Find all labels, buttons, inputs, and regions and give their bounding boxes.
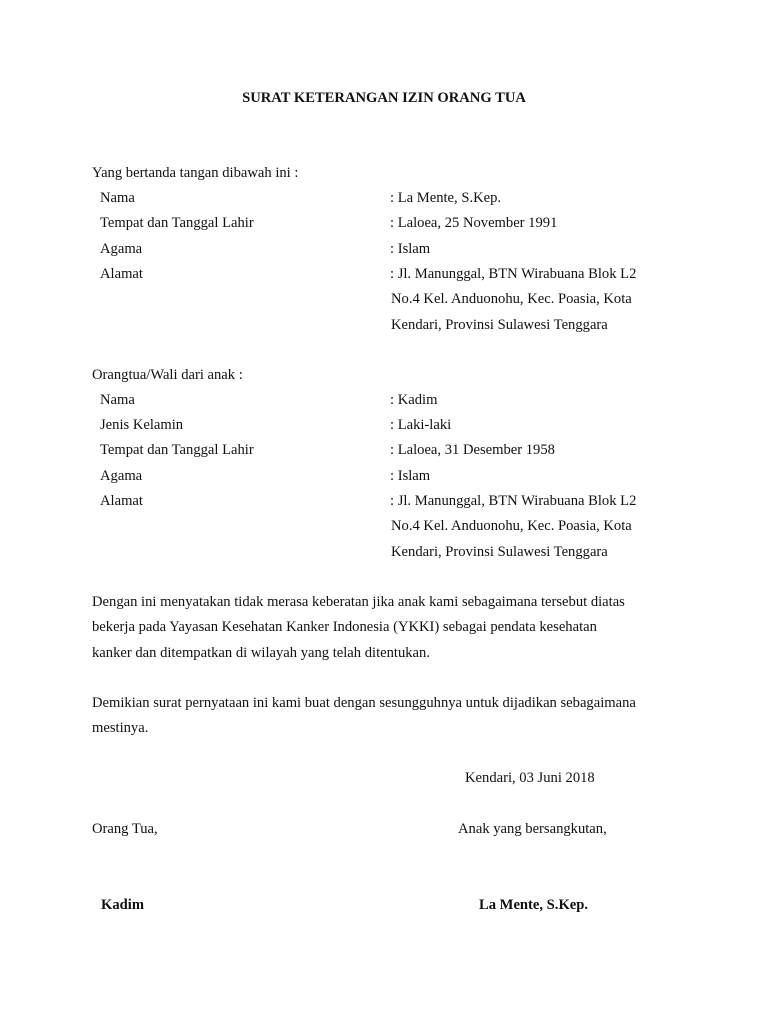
- signer-birth-label: Tempat dan Tanggal Lahir: [100, 215, 254, 231]
- guardian-intro: Orangtua/Wali dari anak :: [92, 367, 243, 383]
- signer-name-value: : La Mente, S.Kep.: [390, 190, 502, 206]
- signer-intro: Yang bertanda tangan dibawah ini :: [92, 165, 299, 181]
- closing-line-2: mestinya.: [92, 720, 149, 736]
- statement-line-3: kanker dan ditempatkan di wilayah yang telah ditentukan.: [92, 645, 430, 661]
- signature-right-role: Anak yang bersangkutan,: [458, 821, 607, 837]
- signer-address-value: : Jl. Manunggal, BTN Wirabuana Blok L2: [390, 266, 637, 282]
- guardian-address-line-2: No.4 Kel. Anduonohu, Kec. Poasia, Kota: [391, 518, 632, 534]
- signer-address-line-3: Kendari, Provinsi Sulawesi Tenggara: [391, 317, 608, 333]
- guardian-name-label: Nama: [100, 392, 135, 408]
- guardian-gender-value: : Laki-laki: [390, 417, 452, 433]
- signature-left-role: Orang Tua,: [92, 821, 158, 837]
- signature-left-name: Kadim: [101, 897, 144, 913]
- signature-right-name: La Mente, S.Kep.: [479, 897, 589, 913]
- guardian-address-label: Alamat: [100, 493, 143, 509]
- signer-address-line-2: No.4 Kel. Anduonohu, Kec. Poasia, Kota: [391, 291, 632, 307]
- guardian-gender-label: Jenis Kelamin: [100, 417, 184, 433]
- signer-name-label: Nama: [100, 190, 135, 206]
- guardian-name-value: : Kadim: [390, 392, 438, 408]
- closing-line-1: Demikian surat pernyataan ini kami buat dengan sesungguhnya untuk dijadikan sebagaimana: [92, 695, 636, 711]
- signer-religion-value: : Islam: [390, 241, 431, 257]
- guardian-religion-label: Agama: [100, 468, 143, 484]
- signer-address-label: Alamat: [100, 266, 143, 282]
- guardian-birth-value: : Laloea, 31 Desember 1958: [390, 442, 555, 458]
- guardian-address-line-3: Kendari, Provinsi Sulawesi Tenggara: [391, 544, 608, 560]
- statement-line-1: Dengan ini menyatakan tidak merasa keberatan jika anak kami sebagaimana tersebut diatas: [92, 594, 625, 610]
- letter-title: SURAT KETERANGAN IZIN ORANG TUA: [242, 90, 526, 106]
- guardian-religion-value: : Islam: [390, 468, 431, 484]
- guardian-address-value: : Jl. Manunggal, BTN Wirabuana Blok L2: [390, 493, 637, 509]
- statement-line-2: bekerja pada Yayasan Kesehatan Kanker Indonesia (YKKI) sebagai pendata kesehatan: [92, 619, 597, 635]
- signer-birth-value: : Laloea, 25 November 1991: [390, 215, 558, 231]
- signer-religion-label: Agama: [100, 241, 143, 257]
- place-date: Kendari, 03 Juni 2018: [465, 770, 595, 786]
- guardian-birth-label: Tempat dan Tanggal Lahir: [100, 442, 254, 458]
